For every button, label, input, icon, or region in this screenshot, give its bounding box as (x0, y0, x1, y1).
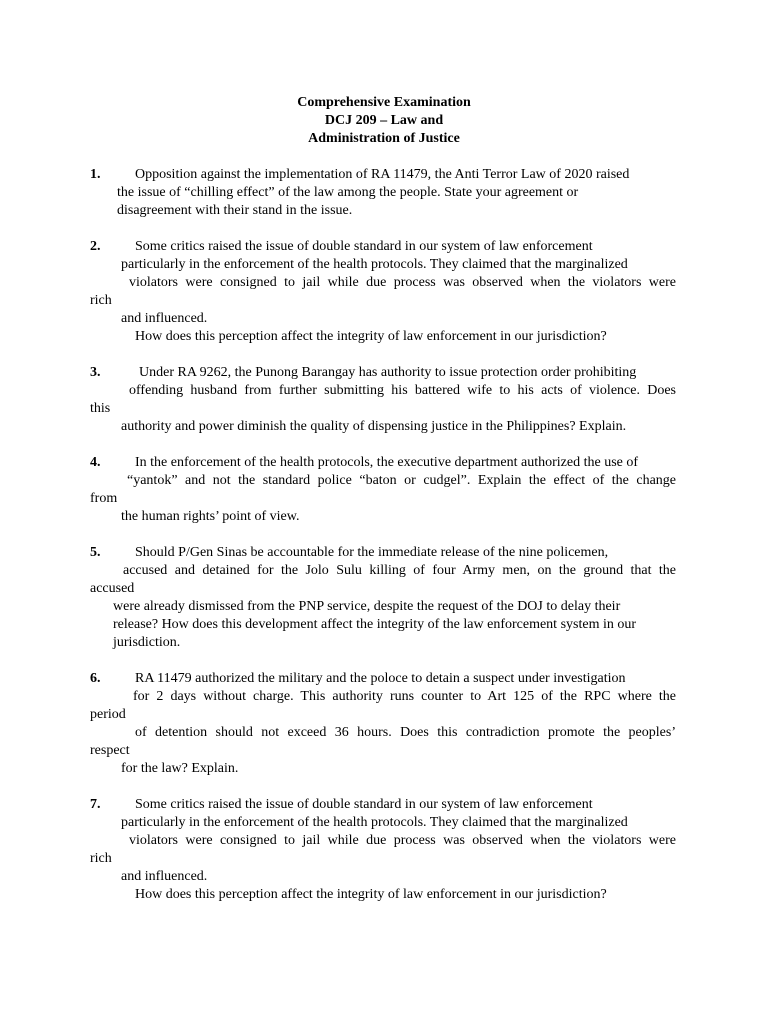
question-line: respect (90, 743, 130, 758)
question-line: were already dismissed from the PNP service, despite the request of the DOJ to delay their (113, 599, 621, 614)
question-line: rich (90, 851, 112, 866)
question-line: and influenced. (121, 869, 208, 884)
question-number: 7. (90, 797, 101, 812)
question-line: the human rights’ point of view. (121, 509, 300, 524)
question-number: 3. (90, 365, 101, 380)
question-line: accused (90, 581, 135, 596)
question-line: for 2 days without charge. This authority runs counter to Art 125 of the RPC where the (133, 689, 676, 704)
document-title: Comprehensive Examination (297, 95, 471, 110)
question-line: accused and detained for the Jolo Sulu killing of four Army men, on the ground that the (123, 563, 676, 578)
question-number: 6. (90, 671, 101, 686)
question-line: How does this perception affect the integrity of law enforcement in our jurisdiction? (135, 887, 607, 902)
question-line: Opposition against the implementation of RA 11479, the Anti Terror Law of 2020 raised (135, 167, 630, 182)
question-line: rich (90, 293, 112, 308)
question-line: Some critics raised the issue of double standard in our system of law enforcement (135, 239, 593, 254)
question-line: “yantok” and not the standard police “baton or cudgel”. Explain the effect of the change (127, 473, 676, 488)
question-line: Under RA 9262, the Punong Barangay has authority to issue protection order prohibiting (139, 365, 637, 380)
question-line: Some critics raised the issue of double standard in our system of law enforcement (135, 797, 593, 812)
question-line: of detention should not exceed 36 hours. Does this contradiction promote the peoples’ (135, 725, 676, 740)
question-line: particularly in the enforcement of the health protocols. They claimed that the marginalized (121, 257, 628, 272)
question-line: particularly in the enforcement of the health protocols. They claimed that the marginalized (121, 815, 628, 830)
question-line: release? How does this development affect the integrity of the law enforcement system in our (113, 617, 637, 632)
course-subject: Administration of Justice (308, 131, 460, 146)
question-line: offending husband from further submitting his battered wife to his acts of violence. Does (129, 383, 676, 398)
question-line: for the law? Explain. (121, 761, 239, 776)
question-line: and influenced. (121, 311, 208, 326)
question-line: disagreement with their stand in the issue. (117, 203, 353, 218)
question-line: How does this perception affect the integrity of law enforcement in our jurisdiction? (135, 329, 607, 344)
question-line: violators were consigned to jail while due process was observed when the violators were (129, 275, 676, 290)
question-line: violators were consigned to jail while due process was observed when the violators were (129, 833, 676, 848)
question-line: In the enforcement of the health protocols, the executive department authorized the use of (135, 455, 639, 470)
question-line: period (90, 707, 126, 722)
course-code: DCJ 209 – Law and (324, 113, 444, 128)
question-number: 2. (90, 239, 101, 254)
question-line: Should P/Gen Sinas be accountable for the immediate release of the nine policemen, (135, 545, 609, 560)
question-number: 5. (90, 545, 101, 560)
question-line: RA 11479 authorized the military and the poloce to detain a suspect under investigation (135, 671, 626, 686)
question-number: 4. (90, 455, 101, 470)
question-line: from (90, 491, 118, 506)
question-line: this (90, 401, 111, 416)
question-number: 1. (90, 167, 101, 182)
question-line: the issue of “chilling effect” of the law among the people. State your agreement or (117, 185, 579, 200)
question-line: authority and power diminish the quality of dispensing justice in the Philippines? Explain. (121, 419, 627, 434)
question-line: jurisdiction. (113, 635, 181, 650)
